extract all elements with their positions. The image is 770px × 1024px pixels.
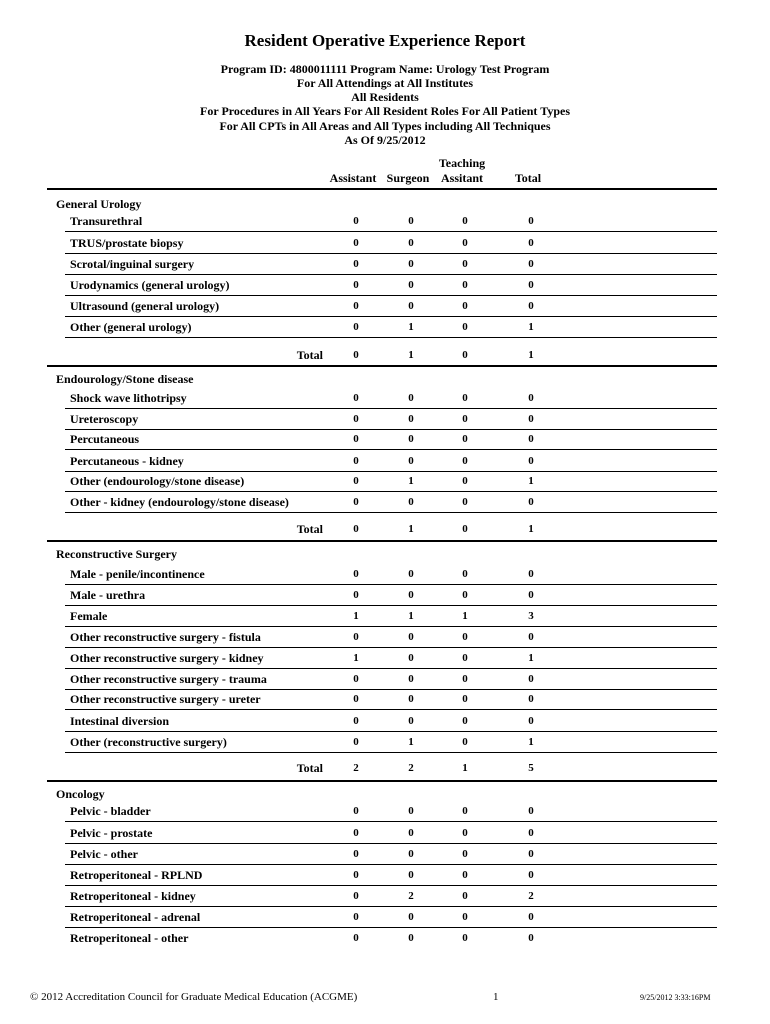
section-rule <box>47 780 717 782</box>
cell-total: 0 <box>528 392 534 404</box>
row-separator <box>65 906 717 907</box>
cell-total: 0 <box>528 215 534 227</box>
footer-page-number: 1 <box>493 991 499 1003</box>
cell-total: 0 <box>528 258 534 270</box>
cell-surgeon: 0 <box>408 496 414 508</box>
row-separator <box>65 864 717 865</box>
cell-assistant: 0 <box>353 496 359 508</box>
cell-teaching-assistant: 0 <box>462 652 468 664</box>
cell-assistant: 1 <box>353 610 359 622</box>
cell-teaching-assistant: 0 <box>462 568 468 580</box>
cell-surgeon: 0 <box>408 589 414 601</box>
cell-surgeon: 0 <box>408 413 414 425</box>
row-label: Retroperitoneal - adrenal <box>70 910 201 924</box>
cell-total: 1 <box>528 321 534 333</box>
cell-teaching-assistant: 0 <box>462 631 468 643</box>
cell-assistant: 0 <box>353 589 359 601</box>
cell-teaching-assistant: 0 <box>462 805 468 817</box>
cell-surgeon: 0 <box>408 805 414 817</box>
row-label: Other reconstructive surgery - ureter <box>70 692 261 706</box>
row-label: Other (reconstructive surgery) <box>70 735 227 749</box>
cell-teaching-assistant: 0 <box>462 433 468 445</box>
cell-assistant: 0 <box>353 258 359 270</box>
row-label: Transurethral <box>70 214 143 228</box>
section-title: Reconstructive Surgery <box>56 547 177 561</box>
row-separator <box>65 668 717 669</box>
section-total-label: Total <box>296 761 323 775</box>
cell-assistant: 0 <box>353 890 359 902</box>
row-separator <box>65 337 717 338</box>
row-separator <box>65 471 717 472</box>
cell-teaching-assistant: 0 <box>462 392 468 404</box>
row-label: Urodynamics (general urology) <box>70 278 230 292</box>
cell-assistant: 0 <box>353 237 359 249</box>
cell-assistant: 0 <box>353 321 359 333</box>
cell-surgeon: 0 <box>408 433 414 445</box>
column-header-teaching: Teaching <box>438 156 486 170</box>
footer-copyright: © 2012 Accreditation Council for Graduate Medical Education (ACGME) <box>30 991 358 1003</box>
cell-total: 0 <box>528 869 534 881</box>
row-separator <box>65 626 717 627</box>
cell-total: 0 <box>528 715 534 727</box>
row-separator <box>65 429 717 430</box>
cell-total: 2 <box>528 890 534 902</box>
cell-total: 0 <box>528 433 534 445</box>
total-surgeon: 1 <box>408 349 414 361</box>
row-separator <box>65 274 717 275</box>
cell-teaching-assistant: 0 <box>462 911 468 923</box>
cell-total: 1 <box>528 652 534 664</box>
row-label: Pelvic - prostate <box>70 826 153 840</box>
cell-teaching-assistant: 0 <box>462 693 468 705</box>
cell-teaching-assistant: 0 <box>462 279 468 291</box>
cell-teaching-assistant: 0 <box>462 827 468 839</box>
total-assistant: 0 <box>353 523 359 535</box>
section-title: Endourology/Stone disease <box>56 372 194 386</box>
cell-total: 0 <box>528 455 534 467</box>
row-label: Intestinal diversion <box>70 714 170 728</box>
total-total: 1 <box>528 349 534 361</box>
cell-total: 0 <box>528 413 534 425</box>
cell-surgeon: 0 <box>408 932 414 944</box>
row-label: Other reconstructive surgery - kidney <box>70 651 264 665</box>
cell-assistant: 0 <box>353 693 359 705</box>
row-separator <box>65 647 717 648</box>
cell-total: 0 <box>528 300 534 312</box>
row-separator <box>65 605 717 606</box>
row-label: Retroperitoneal - RPLND <box>70 868 203 882</box>
cell-total: 0 <box>528 693 534 705</box>
row-label: Scrotal/inguinal surgery <box>70 257 195 271</box>
header-rule <box>47 188 717 190</box>
cell-surgeon: 0 <box>408 279 414 291</box>
section-title: Oncology <box>56 787 105 801</box>
program-line: Program ID: 4800011111 Program Name: Urology Test Program <box>220 62 550 76</box>
cell-teaching-assistant: 0 <box>462 237 468 249</box>
cell-total: 0 <box>528 496 534 508</box>
row-label: Shock wave lithotripsy <box>70 391 187 405</box>
row-label: Percutaneous <box>70 432 140 446</box>
cell-surgeon: 1 <box>408 736 414 748</box>
cell-total: 0 <box>528 673 534 685</box>
cell-total: 0 <box>528 631 534 643</box>
cell-assistant: 0 <box>353 455 359 467</box>
row-label: Percutaneous - kidney <box>70 454 184 468</box>
row-label: Other (endourology/stone disease) <box>70 474 245 488</box>
cell-teaching-assistant: 0 <box>462 869 468 881</box>
row-separator <box>65 512 717 513</box>
as-of-date: As Of 9/25/2012 <box>344 133 426 147</box>
cell-surgeon: 0 <box>408 693 414 705</box>
cell-total: 0 <box>528 932 534 944</box>
cell-surgeon: 0 <box>408 827 414 839</box>
cell-assistant: 0 <box>353 392 359 404</box>
cell-teaching-assistant: 0 <box>462 496 468 508</box>
total-total: 1 <box>528 523 534 535</box>
cell-teaching-assistant: 0 <box>462 413 468 425</box>
cell-surgeon: 0 <box>408 848 414 860</box>
column-header-assistant: Assistant <box>329 171 377 185</box>
row-separator <box>65 231 717 232</box>
attendings-line: For All Attendings at All Institutes <box>296 76 474 90</box>
cell-teaching-assistant: 0 <box>462 589 468 601</box>
row-separator <box>65 843 717 844</box>
cell-assistant: 0 <box>353 673 359 685</box>
row-label: Ureteroscopy <box>70 412 139 426</box>
cell-assistant: 0 <box>353 568 359 580</box>
section-rule <box>47 365 717 367</box>
cell-teaching-assistant: 0 <box>462 475 468 487</box>
cell-surgeon: 0 <box>408 300 414 312</box>
cell-total: 0 <box>528 279 534 291</box>
total-teaching-assistant: 0 <box>462 523 468 535</box>
cell-total: 1 <box>528 736 534 748</box>
cell-assistant: 0 <box>353 869 359 881</box>
cell-surgeon: 0 <box>408 455 414 467</box>
cell-surgeon: 0 <box>408 215 414 227</box>
cell-teaching-assistant: 0 <box>462 736 468 748</box>
cell-assistant: 0 <box>353 932 359 944</box>
cell-total: 0 <box>528 589 534 601</box>
row-label: Ultrasound (general urology) <box>70 299 220 313</box>
cell-surgeon: 0 <box>408 869 414 881</box>
cell-surgeon: 1 <box>408 475 414 487</box>
total-total: 5 <box>528 762 534 774</box>
cell-surgeon: 0 <box>408 258 414 270</box>
residents-line: All Residents <box>351 90 419 104</box>
cell-assistant: 0 <box>353 475 359 487</box>
cell-assistant: 0 <box>353 215 359 227</box>
row-separator <box>65 927 717 928</box>
cell-surgeon: 0 <box>408 911 414 923</box>
row-separator <box>65 689 717 690</box>
cell-teaching-assistant: 0 <box>462 321 468 333</box>
cell-total: 0 <box>528 848 534 860</box>
row-label: Other reconstructive surgery - fistula <box>70 630 261 644</box>
row-separator <box>65 408 717 409</box>
cell-surgeon: 0 <box>408 631 414 643</box>
total-surgeon: 2 <box>408 762 414 774</box>
cell-assistant: 0 <box>353 433 359 445</box>
cell-assistant: 1 <box>353 652 359 664</box>
cell-total: 0 <box>528 568 534 580</box>
cell-assistant: 0 <box>353 279 359 291</box>
row-separator <box>65 584 717 585</box>
cell-teaching-assistant: 0 <box>462 848 468 860</box>
row-separator <box>65 449 717 450</box>
cell-teaching-assistant: 0 <box>462 932 468 944</box>
cell-assistant: 0 <box>353 300 359 312</box>
total-assistant: 2 <box>353 762 359 774</box>
cell-teaching-assistant: 0 <box>462 258 468 270</box>
cell-assistant: 0 <box>353 413 359 425</box>
row-separator <box>65 731 717 732</box>
cell-teaching-assistant: 0 <box>462 673 468 685</box>
cell-surgeon: 0 <box>408 237 414 249</box>
cell-surgeon: 0 <box>408 568 414 580</box>
row-label: Other - kidney (endourology/stone disease) <box>70 495 289 509</box>
total-surgeon: 1 <box>408 523 414 535</box>
cell-assistant: 0 <box>353 911 359 923</box>
report-title: Resident Operative Experience Report <box>244 31 526 50</box>
column-header-surgeon: Surgeon <box>386 171 430 185</box>
cell-teaching-assistant: 0 <box>462 300 468 312</box>
cell-total: 0 <box>528 237 534 249</box>
cell-assistant: 0 <box>353 805 359 817</box>
cell-total: 0 <box>528 827 534 839</box>
row-label: TRUS/prostate biopsy <box>70 236 184 250</box>
row-separator <box>65 885 717 886</box>
row-label: Female <box>70 609 108 623</box>
row-label: Male - urethra <box>70 588 146 602</box>
cell-total: 1 <box>528 475 534 487</box>
row-separator <box>65 253 717 254</box>
cell-teaching-assistant: 0 <box>462 890 468 902</box>
row-label: Other reconstructive surgery - trauma <box>70 672 267 686</box>
section-rule <box>47 540 717 542</box>
cell-surgeon: 2 <box>408 890 414 902</box>
cell-surgeon: 1 <box>408 610 414 622</box>
row-label: Male - penile/incontinence <box>70 567 205 581</box>
row-separator <box>65 709 717 710</box>
cell-assistant: 0 <box>353 736 359 748</box>
cell-surgeon: 1 <box>408 321 414 333</box>
row-separator <box>65 821 717 822</box>
row-separator <box>65 316 717 317</box>
cell-total: 0 <box>528 911 534 923</box>
cell-teaching-assistant: 0 <box>462 455 468 467</box>
footer-timestamp: 9/25/2012 3:33:16PM <box>640 993 711 1002</box>
section-total-label: Total <box>296 522 323 536</box>
cell-assistant: 0 <box>353 848 359 860</box>
total-teaching-assistant: 1 <box>462 762 468 774</box>
column-header-total: Total <box>514 171 542 185</box>
total-assistant: 0 <box>353 349 359 361</box>
cpts-line: For All CPTs in All Areas and All Types including All Techniques <box>219 119 551 133</box>
total-teaching-assistant: 0 <box>462 349 468 361</box>
cell-surgeon: 0 <box>408 673 414 685</box>
row-label: Pelvic - other <box>70 847 138 861</box>
row-label: Pelvic - bladder <box>70 804 151 818</box>
procedures-line: For Procedures in All Years For All Resident Roles For All Patient Types <box>200 104 570 118</box>
row-label: Retroperitoneal - kidney <box>70 889 196 903</box>
cell-total: 0 <box>528 805 534 817</box>
row-label: Retroperitoneal - other <box>70 931 189 945</box>
cell-surgeon: 0 <box>408 715 414 727</box>
cell-surgeon: 0 <box>408 392 414 404</box>
row-label: Other (general urology) <box>70 320 192 334</box>
cell-assistant: 0 <box>353 715 359 727</box>
row-separator <box>65 295 717 296</box>
cell-teaching-assistant: 1 <box>462 610 468 622</box>
cell-surgeon: 0 <box>408 652 414 664</box>
cell-teaching-assistant: 0 <box>462 215 468 227</box>
cell-assistant: 0 <box>353 631 359 643</box>
cell-assistant: 0 <box>353 827 359 839</box>
row-separator <box>65 752 717 753</box>
column-header-teaching-assistant: Assitant <box>440 171 483 185</box>
section-title: General Urology <box>56 197 142 211</box>
cell-teaching-assistant: 0 <box>462 715 468 727</box>
section-total-label: Total <box>296 348 323 362</box>
row-separator <box>65 491 717 492</box>
cell-total: 3 <box>528 610 534 622</box>
